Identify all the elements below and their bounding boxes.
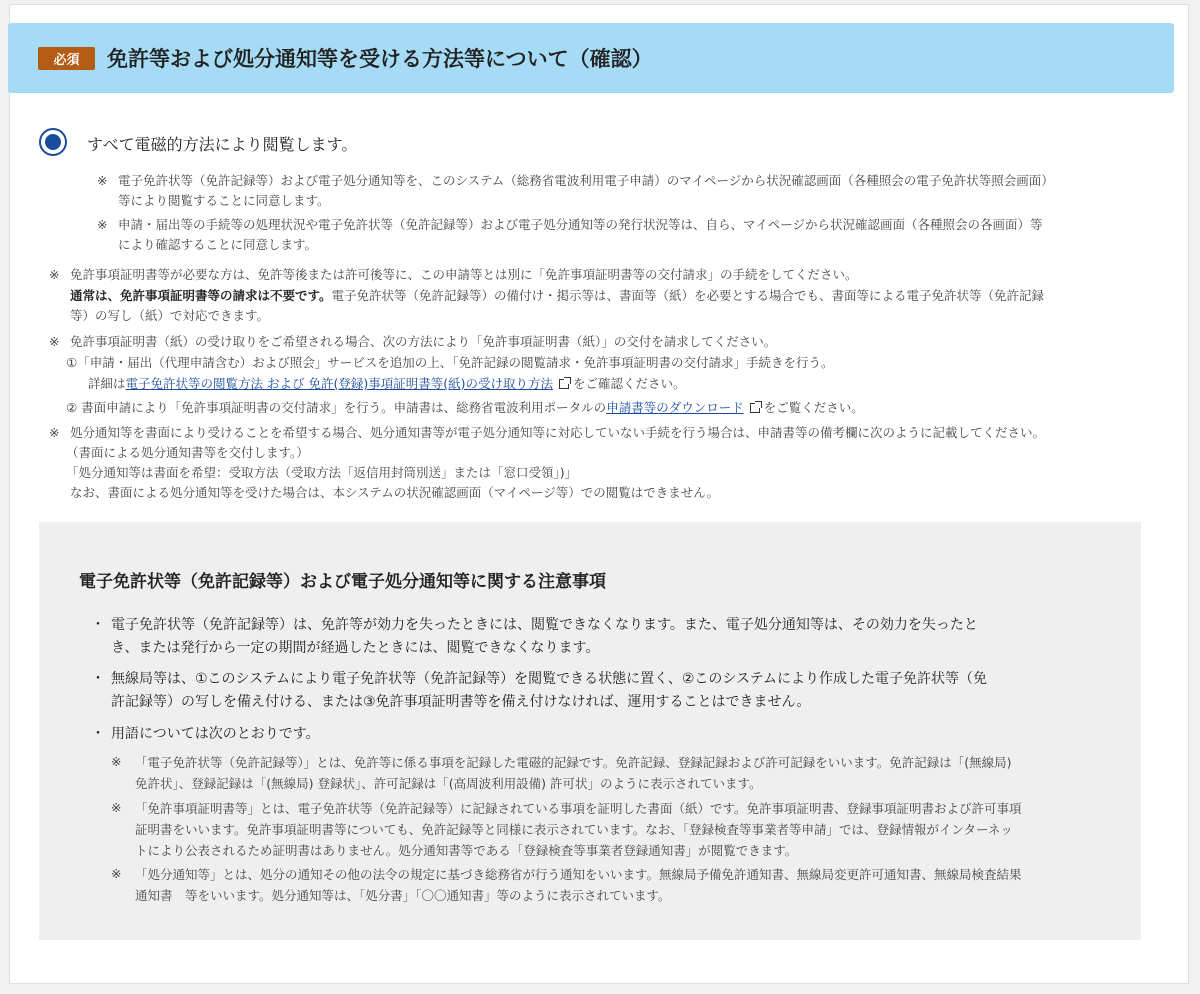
radio-label[interactable]: すべて電磁的方法により閲覧します。 <box>87 135 358 154</box>
note-mark: ※ <box>49 334 60 349</box>
notice-item-3: 用語については次のとおりです。 <box>111 726 320 742</box>
term-1-line-2: 免許状」、登録記録は「(無線局) 登録状」、許可記録は「(高周波利用設備) 許可状」のように表示されています。 <box>135 776 762 791</box>
note-mark: ※ <box>111 754 122 769</box>
note-2-line-3 <box>88 374 686 394</box>
note-mark: ※ <box>111 800 122 815</box>
note-mark: ※ <box>97 217 108 232</box>
note-2-line-3-pre: 詳細は <box>88 376 126 391</box>
option-note-2-line-2: により確認することに同意します。 <box>118 237 318 252</box>
bullet: ・ <box>91 617 105 633</box>
notice-item-1-line-1: 電子免許状等（免許記録等）は、免許等が効力を失ったときには、閲覧できなくなります。また、電子処分通知等は、その効力を失ったと <box>111 617 978 633</box>
notice-item-1-line-2: き、または発行から一定の期間が経過したときには、閲覧できなくなります。 <box>111 640 600 656</box>
term-2-line-3: トにより公表されるため証明書はありません。処分通知書等である「登録検査等事業者登録通知書」が閲覧できます。 <box>135 843 798 858</box>
note-2-line-3-post: をご確認ください。 <box>572 376 686 391</box>
note-1-line-2-rest: 電子免許状等（免許記録等）の備付け・掲示等は、書面等（紙）を必要とする場合でも、書面等による電子免許状等（免許記録 <box>331 288 1045 303</box>
form-download-link[interactable]: 申請書等のダウンロード <box>606 400 744 415</box>
note-mark: ※ <box>49 267 60 282</box>
external-link-icon <box>559 379 569 389</box>
term-2-line-2: 証明書をいいます。免許事項証明書等についても、免許記録等と同様に表示されています。なお、「登録検査等事業者等申請」では、登録情報がインターネッ <box>135 822 1013 837</box>
required-badge: 必須 <box>38 47 95 70</box>
viewing-method-link[interactable]: 電子免許状等の閲覧方法 および 免許(登録)事項証明書等(紙)の受け取り方法 <box>125 376 553 391</box>
note-2-line-1: 免許事項証明書（紙）の受け取りをご希望される場合、次の方法により「免許事項証明書（紙）」の交付を請求してください。 <box>70 334 777 349</box>
term-3-line-2: 通知書 等をいいます。処分通知等は、「処分書」「〇〇通知書」等のように表示されています。 <box>135 888 671 903</box>
note-2-line-4-post: をご覧ください。 <box>763 400 864 415</box>
note-3-line-4: なお、書面による処分通知等を受けた場合は、本システムの状況確認画面（マイページ等）での閲覧はできません。 <box>70 485 720 500</box>
note-1-line-1: 免許事項証明書等が必要な方は、免許等後または許可後等に、この申請等とは別に「免許事項証明書等の交付請求」の手続をしてください。 <box>70 267 858 282</box>
note-2-line-4 <box>66 398 864 418</box>
notice-item-2-line-1: 無線局等は、①このシステムにより電子免許状等（免許記録等）を閲覧できる状態に置く、②このシステムにより作成した電子免許状等（免 <box>111 671 988 687</box>
note-3-line-2: （書面による処分通知書等を交付します。） <box>66 445 309 460</box>
term-1-line-1: 「電子免許状等（免許記録等）」とは、免許等に係る事項を記録した電磁的記録です。免許記録、登録記録および許可記録をいいます。免許記録は「(無線局) <box>135 755 1012 770</box>
note-3-line-1: 処分通知等を書面により受けることを希望する場合、処分通知書等が電子処分通知等に対応していない手続を行う場合は、申請書等の備考欄に次のように記載してください。 <box>70 425 1046 440</box>
note-1-line-2 <box>70 286 1044 306</box>
note-1-bold: 通常は、免許事項証明書等の請求は不要です。 <box>70 288 332 303</box>
term-3-line-1: 「処分通知等」とは、処分の通知その他の法令の規定に基づき総務省が行う通知をいいます。無線局予備免許通知書、無線局変更許可通知書、無線局検査結果 <box>135 867 1022 882</box>
note-1-line-3: 等）の写し（紙）で対応できます。 <box>70 308 270 323</box>
bullet: ・ <box>91 671 105 687</box>
option-note-2-line-1: 申請・届出等の手続等の処理状況や電子免許状等（免許記録等）および電子処分通知等の発行状況等は、自ら、マイページから状況確認画面（各種照会の各画面）等 <box>118 217 1043 232</box>
term-2-line-1: 「免許事項証明書等」とは、電子免許状等（免許記録等）に記録されている事項を証明した書面（紙）です。免許事項証明書、登録事項証明書および許可事項 <box>135 801 1022 816</box>
note-3-line-3: 「処分通知等は書面を希望：受取方法（受取方法「返信用封筒別送」または「窓口受領」)」 <box>66 465 578 480</box>
note-2-line-2: ①「申請・届出（代理申請含む）および照会」サービスを追加の上、「免許記録の閲覧請求・免許事項証明書の交付請求」手続きを行う。 <box>66 355 834 370</box>
section-header <box>8 23 1174 93</box>
notice-title: 電子免許状等（免許記録等）および電子処分通知等に関する注意事項 <box>79 572 606 592</box>
section-title: 免許等および処分通知等を受ける方法等について（確認） <box>107 47 653 71</box>
note-2-line-4-pre: ② 書面申請により「免許事項証明書の交付請求」を行う。申請書は、総務省電波利用ポータルの <box>66 400 607 415</box>
bullet: ・ <box>91 726 105 742</box>
option-note-1-line-1: 電子免許状等（免許記録等）および電子処分通知等を、このシステム（総務省電波利用電子申請）のマイページから状況確認画面（各種照会の電子免許状等照会画面） <box>118 173 1054 188</box>
electronic-viewing-radio[interactable] <box>39 128 67 156</box>
radio-selected-dot <box>45 134 61 150</box>
note-mark: ※ <box>111 866 122 881</box>
external-link-icon <box>750 403 760 413</box>
note-mark: ※ <box>49 425 60 440</box>
notice-box <box>39 522 1141 940</box>
note-mark: ※ <box>97 173 108 188</box>
notice-item-2-line-2: 許記録等）の写しを備え付ける、または③免許事項証明書等を備え付けなければ、運用することはできません。 <box>111 694 811 710</box>
option-note-1-line-2: 等により閲覧することに同意します。 <box>118 193 330 208</box>
